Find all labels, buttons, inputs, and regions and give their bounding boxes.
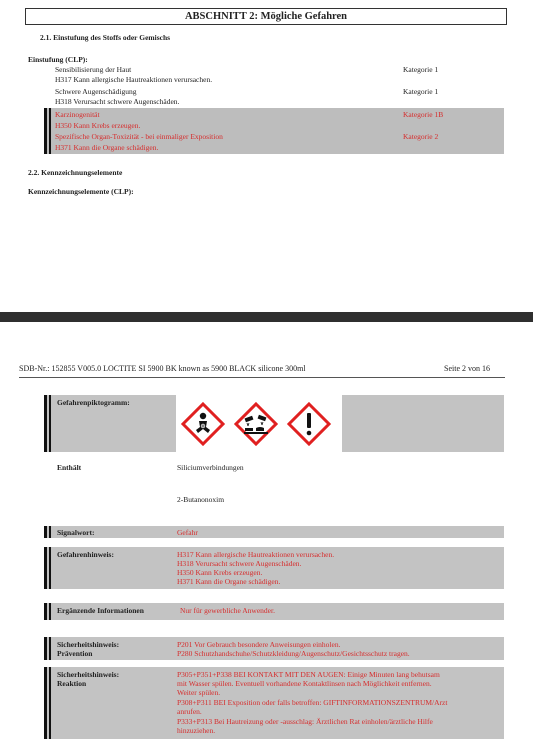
prevention-label-2: Prävention	[57, 649, 93, 658]
hazard-line-4: H371 Kann die Organe schädigen.	[177, 577, 281, 586]
corrosion-icon	[234, 402, 278, 446]
pictogram-label: Gefahrenpiktogramm:	[57, 398, 130, 407]
reaction-line-1: P305+P351+P338 BEI KONTAKT MIT DEN AUGEN: Einige Minuten lang behutsam	[177, 670, 440, 679]
reaction-line-5: anrufen.	[177, 707, 202, 716]
supplement-value: Nur für gewerbliche Anwender.	[180, 606, 275, 615]
change-bars	[44, 637, 54, 660]
header-rule	[19, 377, 505, 378]
reaction-line-2: mit Wasser spülen. Eventuell vorhandene Kontaktlinsen nach Möglichkeit entfernen.	[177, 679, 432, 688]
class-category-2: Kategorie 1	[403, 87, 439, 96]
class-name-2: Schwere Augenschädigung	[55, 87, 137, 96]
hazard-label: Gefahrenhinweis:	[57, 550, 114, 559]
section-header: ABSCHNITT 2: Mögliche Gefahren	[25, 8, 507, 25]
class-category-1: Kategorie 1	[403, 65, 439, 74]
signal-value: Gefahr	[177, 528, 198, 537]
contains-item-1: Siliciumverbindungen	[177, 463, 244, 472]
reaction-line-3: Weiter spülen.	[177, 688, 221, 697]
contains-label: Enthält	[57, 463, 82, 472]
pictogram-area	[176, 395, 342, 452]
signal-row	[44, 526, 504, 538]
change-bars	[44, 667, 54, 739]
class-name-1: Sensibilisierung der Haut	[55, 65, 132, 74]
change-bars	[44, 526, 54, 538]
reaction-label-2: Reaktion	[57, 679, 87, 688]
page-number: Seite 2 von 16	[444, 364, 490, 373]
change-bar	[49, 108, 51, 154]
change-bars	[44, 547, 54, 589]
hazard-line-3: H350 Kann Krebs erzeugen.	[177, 568, 263, 577]
supplement-label: Ergänzende Informationen	[57, 606, 144, 615]
class-h-2: H318 Verursacht schwere Augenschäden.	[55, 97, 180, 106]
section-2-2-title: 2.2. Kennzeichnungselemente	[28, 168, 123, 177]
prevention-line-1: P201 Vor Gebrauch besondere Anweisungen einholen.	[177, 640, 341, 649]
change-bars	[44, 603, 54, 620]
signal-label: Signalwort:	[57, 528, 95, 537]
section-2-1-title: 2.1. Einstufung des Stoffs oder Gemischs	[40, 33, 171, 42]
health-hazard-icon	[181, 402, 225, 446]
reaction-line-6: P333+P313 Bei Hautreizung oder -ausschlag: Ärztlichen Rat einholen/ärztliche Hilfe	[177, 717, 433, 726]
exclamation-icon	[287, 402, 331, 446]
class-h-1: H317 Kann allergische Hautreaktionen verursachen.	[55, 75, 213, 84]
class-h-4: H371 Kann die Organe schädigen.	[55, 143, 159, 152]
change-bar	[44, 108, 47, 154]
contains-item-2: 2-Butanonoxim	[177, 495, 225, 504]
class-name-4: Spezifische Organ-Toxizität - bei einmaliger Exposition	[55, 132, 223, 141]
sdb-header: SDB-Nr.: 152855 V005.0 LOCTITE SI 5900 BK known as 5900 BLACK silicone 300ml	[19, 364, 306, 373]
reaction-line-4: P308+P311 BEI Exposition oder falls betroffen: GIFTINFORMATIONSZENTRUM/Arzt	[177, 698, 448, 707]
page-break	[0, 312, 533, 322]
class-category-4: Kategorie 2	[403, 132, 439, 141]
reaction-label-1: Sicherheitshinweis:	[57, 670, 120, 679]
hazard-line-1: H317 Kann allergische Hautreaktionen verursachen.	[177, 550, 335, 559]
class-name-3: Karzinogenität	[55, 110, 100, 119]
prevention-line-2: P280 Schutzhandschuhe/Schutzkleidung/Augenschutz/Gesichtsschutz tragen.	[177, 649, 410, 658]
class-category-3: Kategorie 1B	[403, 110, 444, 119]
prevention-label-1: Sicherheitshinweis:	[57, 640, 120, 649]
class-h-3: H350 Kann Krebs erzeugen.	[55, 121, 141, 130]
clp-title: Einstufung (CLP):	[28, 55, 88, 64]
reaction-line-7: hinzuziehen.	[177, 726, 216, 735]
label-elements-title: Kennzeichnungselemente (CLP):	[28, 187, 134, 196]
change-bars	[44, 395, 54, 452]
hazard-line-2: H318 Verursacht schwere Augenschäden.	[177, 559, 302, 568]
